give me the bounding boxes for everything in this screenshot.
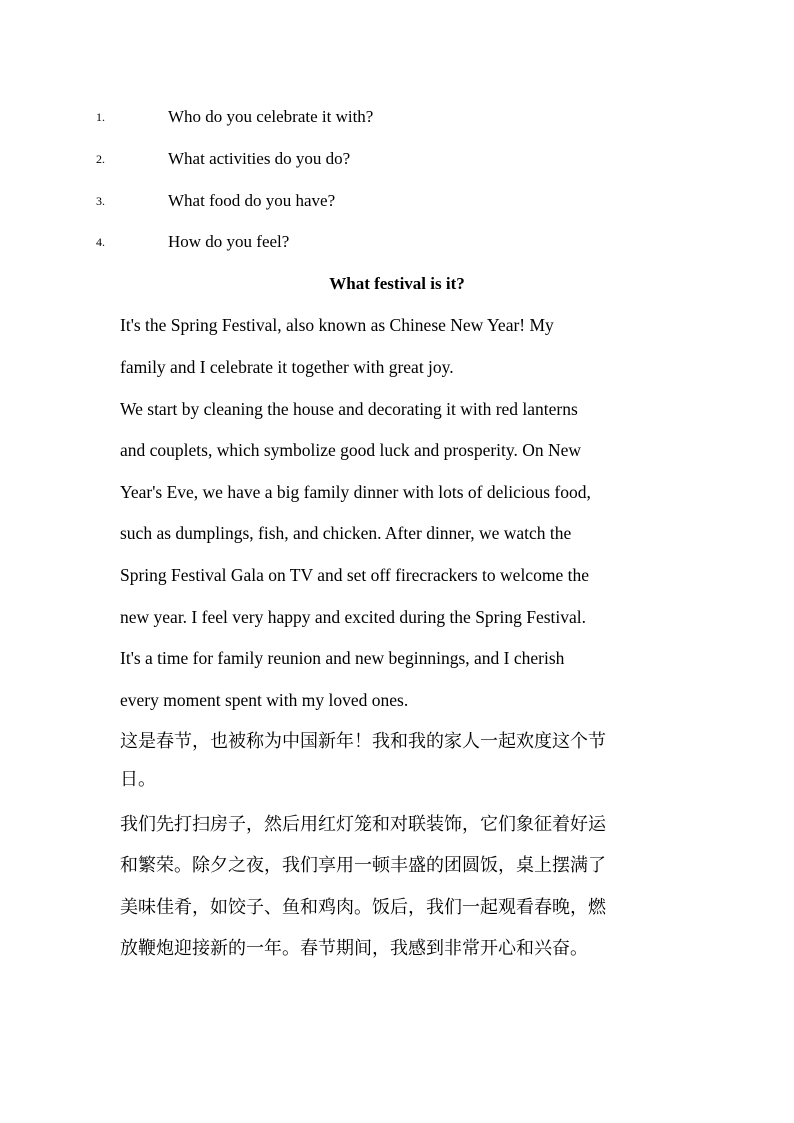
- section-heading: What festival is it?: [329, 274, 465, 293]
- question-text: How do you feel?: [168, 232, 290, 251]
- chinese-line: 这是春节，也被称为中国新年！我和我的家人一起欢度这个节: [120, 731, 606, 752]
- question-text: What food do you have?: [168, 191, 336, 210]
- english-line: Spring Festival Gala on TV and set off firecrackers to welcome the: [120, 565, 589, 585]
- question-number: 3.: [96, 194, 105, 208]
- question-item-4: [0, 230, 794, 254]
- question-text: Who do you celebrate it with?: [168, 107, 374, 126]
- english-line: It's a time for family reunion and new beginnings, and I cherish: [120, 648, 565, 668]
- english-line: and couplets, which symbolize good luck and prosperity. On New: [120, 440, 582, 460]
- english-line: family and I celebrate it together with great joy.: [120, 357, 454, 377]
- question-number: 2.: [96, 152, 105, 166]
- chinese-line: 美味佳肴，如饺子、鱼和鸡肉。饭后，我们一起观看春晚，燃: [120, 897, 606, 918]
- question-item-1: [0, 105, 794, 129]
- english-line: new year. I feel very happy and excited during the Spring Festival.: [120, 607, 587, 627]
- question-item-2: [0, 147, 794, 171]
- english-line: Year's Eve, we have a big family dinner with lots of delicious food,: [120, 482, 591, 502]
- chinese-line: 我们先打扫房子，然后用红灯笼和对联装饰，它们象征着好运: [120, 814, 606, 835]
- chinese-line: 和繁荣。除夕之夜，我们享用一顿丰盛的团圆饭，桌上摆满了: [120, 855, 606, 876]
- question-number: 4.: [96, 235, 105, 249]
- english-line: every moment spent with my loved ones.: [120, 690, 409, 710]
- question-text: What activities do you do?: [168, 149, 351, 168]
- english-line: We start by cleaning the house and decorating it with red lanterns: [120, 399, 578, 419]
- english-line: such as dumplings, fish, and chicken. After dinner, we watch the: [120, 523, 572, 543]
- chinese-line: 放鞭炮迎接新的一年。春节期间，我感到非常开心和兴奋。: [120, 938, 588, 959]
- chinese-line: 日。: [120, 769, 156, 790]
- question-item-3: [0, 189, 794, 213]
- english-line: It's the Spring Festival, also known as Chinese New Year! My: [120, 315, 554, 335]
- question-number: 1.: [96, 110, 105, 124]
